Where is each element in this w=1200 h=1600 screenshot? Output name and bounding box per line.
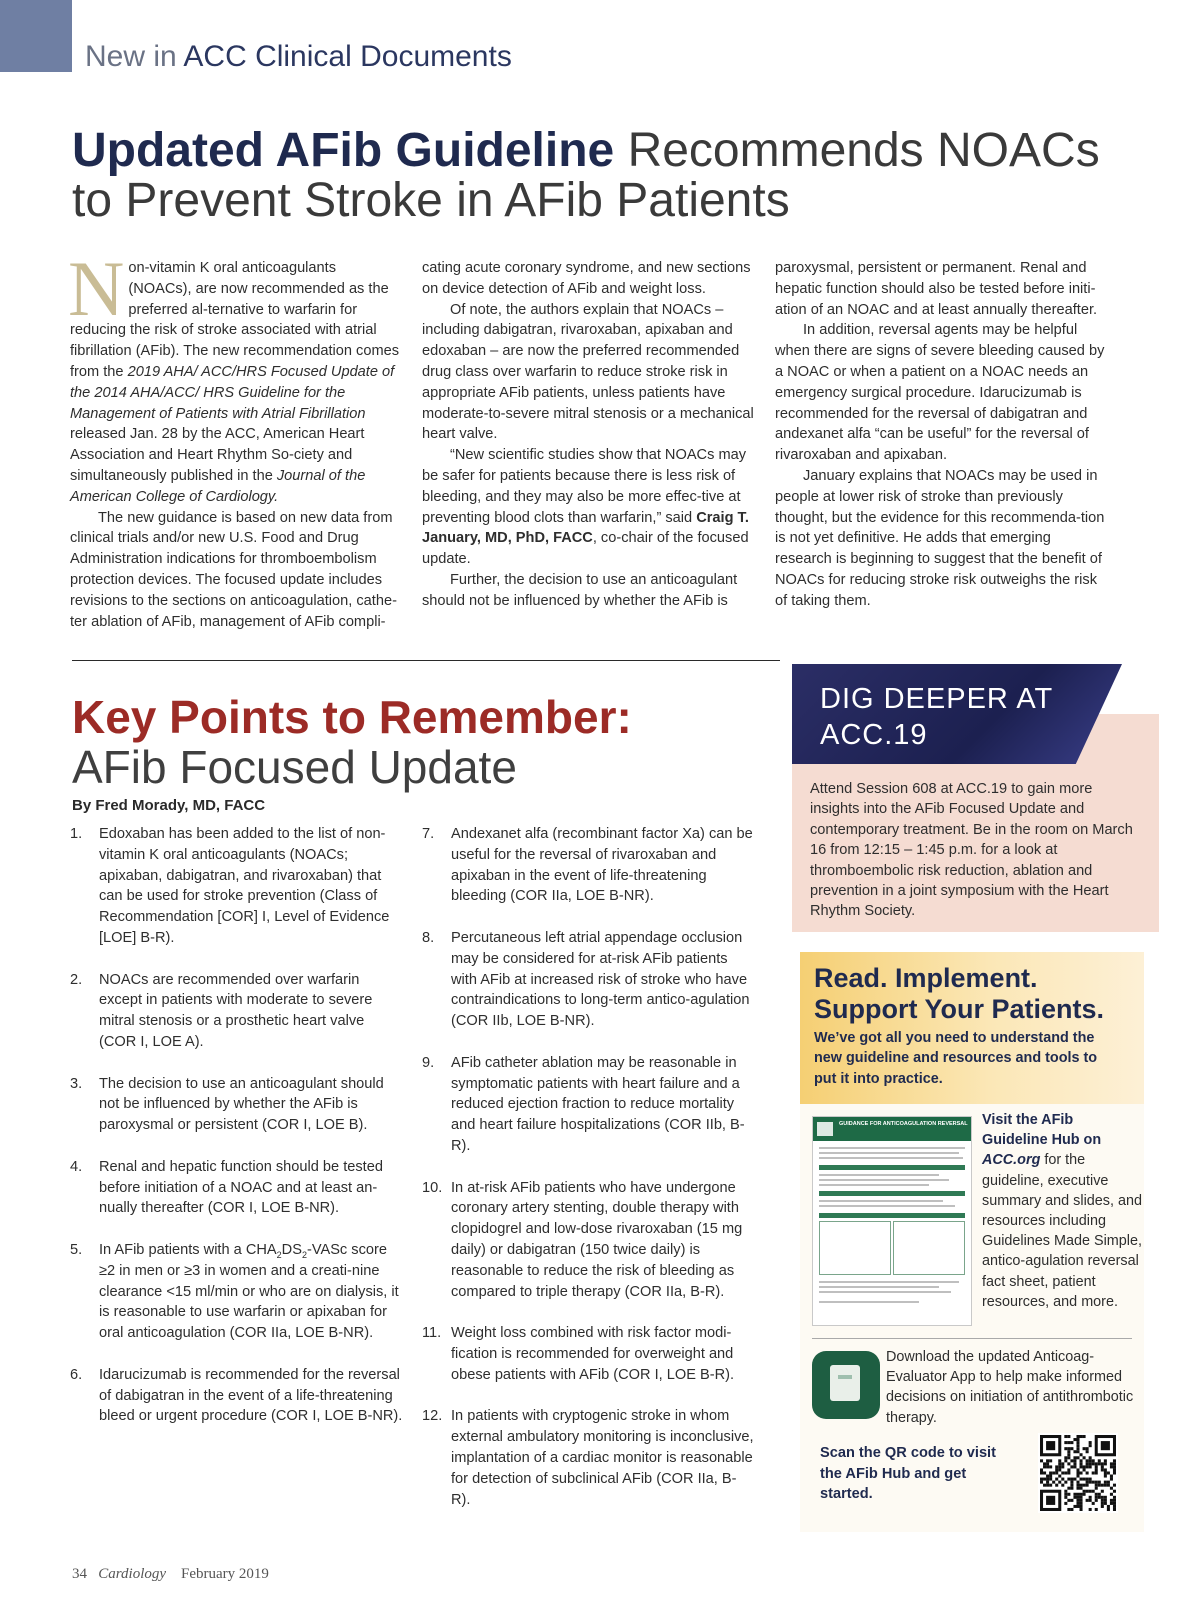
acc-org-link[interactable]: ACC.org	[982, 1152, 1041, 1169]
publication-name: Cardiology	[98, 1566, 167, 1582]
section-prefix: New in	[85, 40, 177, 73]
key-point-item: 8. Percutaneous left atrial appendage occlusion may be considered for at-risk AFib patients with AFib at increased risk of stroke who have contraindications to long-term antico-agulation (COR IIb, LOE B-NR).	[422, 929, 750, 1030]
byline: By Fred Morady, MD, FACC	[72, 797, 266, 814]
key-points-title	[72, 692, 632, 792]
headline-bold: Updated AFib Guideline	[72, 124, 615, 177]
page-footer	[72, 1566, 269, 1583]
dig-deeper-heading: DIG DEEPER AT ACC.19	[820, 683, 1054, 751]
key-points-list-right	[422, 824, 755, 1531]
quoted-author: Craig T. January, MD, PhD, FACC	[422, 509, 749, 547]
headline-rest-1: Recommends NOACs	[614, 124, 1100, 177]
dig-deeper-body: Attend Session 608 at ACC.19 to gain more insights into the AFib Focused Update and contemporary treatment. Be in the room on March 16 from 12:15 – 1:45 p.m. for a look at thromboembolic risk reduction, ablation and prevention in a joint symposium with the Heart Rhythm Society.	[810, 781, 1133, 920]
article-paragraph: The new guidance is based on new data from clinical trials and/or new U.S. Food and Drug Administration indications for thromboembolism protection devices. The focused update includes revisions to the sections on anticoagulation, cathe-ter ablation of AFib, management of AFib compli-	[70, 509, 397, 630]
qr-code[interactable]	[1038, 1433, 1118, 1513]
resources-heading: Read. Implement. Support Your Patients.	[814, 963, 1105, 1024]
drop-cap: N	[68, 245, 125, 332]
key-points-title-rest: AFib Focused Update	[72, 741, 517, 793]
section-name: ACC Clinical Documents	[183, 40, 512, 73]
key-point-item: 6. Idarucizumab is recommended for the reversal of dabigatran in the event of a life-threatening bleed or urgent procedure (COR I, LOE B-NR).	[70, 1366, 403, 1425]
key-point-item: 7. Andexanet alfa (recombinant factor Xa) can be useful for the reversal of rivaroxaban and apixaban in the event of life-threatening bleeding (COR IIa, LOE B-NR).	[422, 826, 753, 905]
app-download-text: Download the updated Anticoag-Evaluator App to help make informed decisions on initiation of antithrombotic therapy.	[886, 1349, 1134, 1426]
resources-subheading: We’ve got all you need to understand the new guideline and resources and tools to put it into practice.	[814, 1030, 1098, 1087]
section-title	[85, 40, 512, 74]
headline-rest-2: to Prevent Stroke in AFib Patients	[72, 174, 790, 227]
article-paragraph: Further, the decision to use an anticoagulant should not be influenced by whether the AFib is	[422, 571, 738, 609]
guideline-hub-text: Visit the AFib Guideline Hub on ACC.org for the guideline, executive summary and slides, and resources including Guidelines Made Simple, antico-agulation reversal fact sheet, patient resources, and more.	[982, 1112, 1142, 1310]
article-paragraph: “New scientific studies show that NOACs may be safer for patients because there is less risk of bleeding, and they may also be more effec-tive at preventing blood clots than warfarin,” said Craig T. January, MD, PhD, FACC, co-chair of the focused update.	[422, 447, 749, 568]
qr-instruction: Scan the QR code to visit the AFib Hub and get started.	[820, 1445, 996, 1503]
key-points-title-bold: Key Points to Remember:	[72, 691, 632, 743]
key-points-list-left	[70, 824, 403, 1448]
key-point-item: 12. In patients with cryptogenic stroke in whom external ambulatory monitoring is inconclusive, implantation of a cardiac monitor is reasonable for detection of subclinical AFib (COR IIa, B-R).	[422, 1408, 754, 1508]
article-column-3	[775, 258, 1105, 612]
article-column-2	[422, 258, 755, 612]
key-point-item: 2. NOACs are recommended over warfarin except in patients with moderate to severe mitral stenosis or a prosthetic heart valve (COR I, LOE A).	[70, 971, 373, 1050]
key-point-item: 5. In AFib patients with a $CHA_2DS_2$-VASc score ≥2 in men or ≥3 in women and a creati-nine clearance <15 ml/min or who are on dialysis, it is reasonable to use warfarin or apixaban for oral anticoagulation (COR IIa, LOE B-NR).	[70, 1241, 399, 1342]
key-point-item: 11. Weight loss combined with risk factor modi-fication is recommended for overweight and obese patients with AFib (COR I, LOE B-R).	[422, 1325, 735, 1383]
article-paragraph: cating acute coronary syndrome, and new sections on device detection of AFib and weight loss.	[422, 260, 751, 297]
page-number: 34	[72, 1566, 87, 1582]
corner-accent-block	[0, 0, 72, 72]
article-column-1: Non-vitamin K oral anticoagulants (NOACs), are now recommended as the preferred al-ternative to warfarin for reducing the risk of stroke associated with atrial fibrillation (AFib). The new recommendation comes from the 2019 AHA/ ACC/HRS Focused Update of the 2014 AHA/ACC/ HRS Guideline for the Management of Patients with Atrial Fibrillation released Jan. 28 by the ACC, American Heart Association and Heart Rhythm So-ciety and simultaneously published in the Journal of the American College of Cardiology. The new guidance is based on new data from clinical trials and/or new U.S. Food and Drug Administration indications for thromboembolism protection devices. The focused update includes revisions to the sections on anticoagulation, cathe-ter ablation of AFib, management of AFib compli-	[70, 258, 403, 632]
document-thumbnail[interactable]	[812, 1116, 972, 1326]
key-point-item: 4. Renal and hepatic function should be tested before initiation of a NOAC and at least an-nually thereafter (COR I, LOE B-NR).	[70, 1158, 383, 1217]
article-paragraph: January explains that NOACs may be used in people at lower risk of stroke than previously thought, but the evidence for this recommenda-tion is not yet definitive. He adds that emerging research is beginning to suggest that the benefit of NOACs for reducing stroke risk outweighs the risk of taking them.	[775, 467, 1105, 609]
document-thumbnail-title: GUIDANCE FOR ANTICOAGULATION REVERSAL	[839, 1121, 968, 1127]
article-paragraph: paroxysmal, persistent or permanent. Renal and hepatic function should also be tested before initi-ation of an NOAC and at least annually thereafter.	[775, 260, 1098, 318]
key-point-item: 1. Edoxaban has been added to the list of non-vitamin K oral anticoagulants (NOACs; apixaban, dabigatran, and rivaroxaban) that can be used for stroke prevention (Class of Recommendation [COR] I, Level of Evidence [LOE] B-R).	[70, 826, 390, 946]
article-paragraph: Of note, the authors explain that NOACs – including dabigatran, rivaroxaban, apixaban and edoxaban – are now the preferred recommended drug class over warfarin to reduce stroke risk in appropriate AFib patients, unless patients have moderate-to-severe mitral stenosis or a mechanical heart valve.	[422, 301, 754, 443]
key-point-item: 10. In at-risk AFib patients who have undergone coronary artery stenting, double therapy with clopidogrel and low-dose rivaroxaban (15 mg daily) or dabigatran (150 twice daily) is reasonable to reduce the risk of bleeding as compared to triple therapy (COR IIa, B-R).	[422, 1179, 743, 1300]
article-headline	[72, 126, 1152, 226]
section-divider	[72, 660, 780, 661]
issue-date: February 2019	[181, 1566, 269, 1582]
app-icon[interactable]	[812, 1351, 880, 1419]
key-point-item: 9. AFib catheter ablation may be reasonable in symptomatic patients with heart failure and a reduced ejection fraction to reduce mortality and heart failure hospitalizations (COR IIb, B-R).	[422, 1054, 745, 1154]
key-point-item: 3. The decision to use an anticoagulant should not be influenced by whether the AFib is paroxysmal or persistent (COR I, LOE B).	[70, 1075, 384, 1134]
article-paragraph: In addition, reversal agents may be helpful when there are signs of severe bleeding caused by a NOAC or when a patient on a NOAC needs an emergency surgical procedure. Idarucizumab is recommended for the reversal of dabigatran and andexanet alfa “can be useful” for the reversal of rivaroxaban and apixaban.	[775, 322, 1105, 464]
resources-divider	[812, 1338, 1132, 1339]
